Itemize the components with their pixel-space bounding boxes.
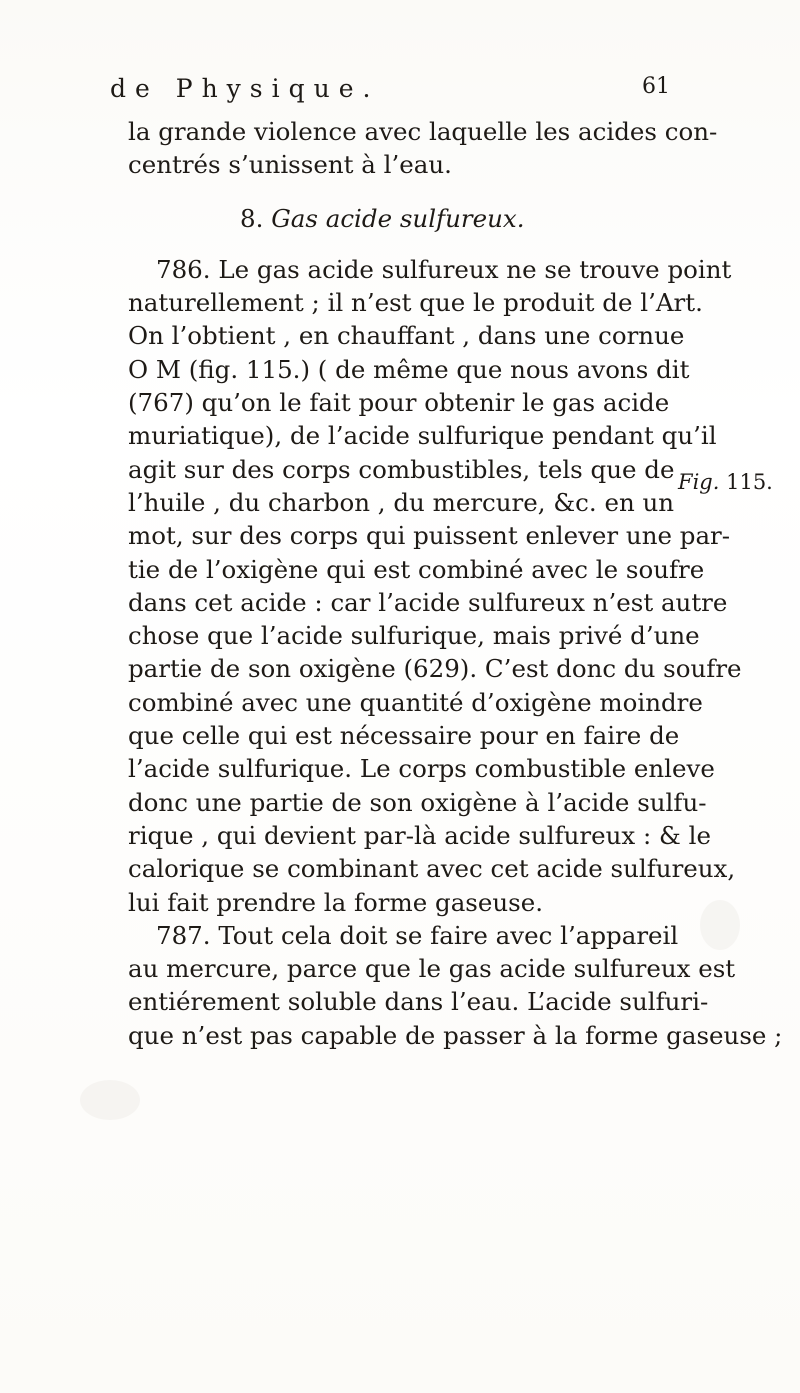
margin-note-label: Fig. <box>678 470 720 494</box>
section-heading <box>128 202 668 235</box>
text-line: que celle qui est nécessaire pour en faire de <box>128 721 680 751</box>
text-line: centrés s’unissent à l’eau. <box>128 150 452 180</box>
text-line: muriatique), de l’acide sulfurique pendant qu’il <box>128 421 717 451</box>
running-head-title: de Physique. <box>110 74 380 103</box>
text-line: 786. Le gas acide sulfureux ne se trouve point <box>156 254 732 284</box>
text-line: (767) qu’on le fait pour obtenir le gas acide <box>128 388 670 418</box>
text-line: O M (fig. 115.) ( de même que nous avons dit <box>128 354 690 384</box>
text-line: 787. Tout cela doit se faire avec l’appareil <box>156 920 679 950</box>
text-line: au mercure, parce que le gas acide sulfureux est <box>128 954 736 984</box>
text-line: tie de l’oxigène qui est combiné avec le soufre <box>128 554 705 584</box>
page-number: 61 <box>642 74 670 99</box>
text-line: l’huile , du charbon , du mercure, &c. en un <box>128 487 675 517</box>
text-line: naturellement ; il n’est que le produit de l’Art. <box>128 288 703 318</box>
text-line: agit sur des corps combustibles, tels que de <box>128 454 675 484</box>
margin-note-number: 115. <box>726 470 773 494</box>
text-line: chose que l’acide sulfurique, mais privé d’une <box>128 621 700 651</box>
text-line: rique , qui devient par-là acide sulfureux : & le <box>128 820 711 850</box>
paper-stain <box>700 900 740 950</box>
text-line: On l’obtient , en chauffant , dans une cornue <box>128 321 685 351</box>
text-line: partie de son oxigène (629). C’est donc du soufre <box>128 654 742 684</box>
text-line: entiérement soluble dans l’eau. L’acide sulfuri- <box>128 987 709 1017</box>
text-line: lui fait prendre la forme gaseuse. <box>128 887 544 917</box>
text-line: que n’est pas capable de passer à la forme gaseuse ; <box>128 1020 783 1050</box>
text-line: l’acide sulfurique. Le corps combustible enleve <box>128 754 715 784</box>
running-head <box>110 74 670 104</box>
section-title-text: Gas acide sulfureux. <box>271 203 525 233</box>
text-line: mot, sur des corps qui puissent enlever une par- <box>128 521 731 551</box>
text-line: la grande violence avec laquelle les acides con- <box>128 117 718 146</box>
body-text <box>128 115 783 1052</box>
text-line: dans cet acide : car l’acide sulfureux n’est autre <box>128 587 728 617</box>
section-number: 8. <box>240 203 264 233</box>
text-line: combiné avec une quantité d’oxigène moindre <box>128 687 703 717</box>
text-line: donc une partie de son oxigène à l’acide sulfu- <box>128 787 707 817</box>
text-line: calorique se combinant avec cet acide sulfureux, <box>128 854 736 884</box>
paper-stain <box>80 1080 140 1120</box>
margin-note <box>678 470 773 494</box>
